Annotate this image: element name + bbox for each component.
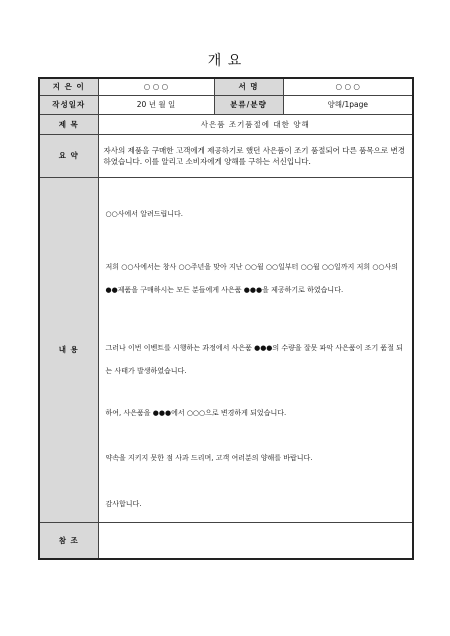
author-row	[39, 78, 413, 95]
content-row	[39, 177, 413, 522]
signature-label: 서 명	[214, 78, 283, 95]
summary-row	[39, 134, 413, 177]
reference-row	[39, 522, 413, 559]
content-paragraph: 약속을 지키지 못한 점 사과 드리며, 고객 여러분의 양해를 바랍니다.	[105, 453, 313, 462]
author-label: 지 은 이	[39, 78, 98, 95]
document-title: 개 요	[207, 53, 243, 69]
content-paragraph: 저희 ○○사에서는 창사 ○○주년을 맞아 지난 ○○월 ○○일부터 ○○월 ○○일까지 저희 ○○사의 ●●제품을 구매하시는 모든 분들에게 사은품 ●●●을 제공하기로 하였습니다.	[105, 262, 399, 294]
content-body	[98, 177, 413, 522]
author-value: ○ ○ ○	[98, 78, 214, 95]
summary-label: 요 약	[39, 134, 98, 177]
date-value: 20 년 월 일	[98, 95, 214, 114]
signature-value: ○ ○ ○	[283, 78, 413, 95]
content-paragraph: ○○사에서 알려드립니다.	[105, 209, 184, 218]
category-value: 양해/1page	[283, 95, 413, 114]
subject-value: 사은품 조기품절에 대한 양해	[98, 114, 413, 134]
summary-value: 자사의 제품을 구매한 고객에게 제공하기로 했던 사은품이 조기 품절되어 다른 품목으로 변경하였습니다. 이를 알리고 소비자에게 양해를 구하는 서신입니다.	[98, 134, 413, 177]
date-label: 작성일자	[39, 95, 98, 114]
content-paragraph: 하여, 사은품을 ●●●에서 ○○○으로 변경하게 되었습니다.	[105, 408, 287, 417]
reference-label: 참 조	[39, 522, 98, 559]
subject-row	[39, 114, 413, 134]
overview-table	[38, 77, 414, 560]
content-paragraph: 감사합니다.	[105, 499, 142, 508]
category-label: 분류/분량	[214, 95, 283, 114]
content-paragraph: 그러나 이번 이벤트를 시행하는 과정에서 사은품 ●●●의 수량을 잘못 파악 사은품이 조기 품절 되는 사태가 발생하였습니다.	[105, 343, 403, 375]
subject-label: 제 목	[39, 114, 98, 134]
date-row	[39, 95, 413, 114]
content-label: 내 용	[39, 177, 98, 522]
reference-value	[98, 522, 413, 559]
